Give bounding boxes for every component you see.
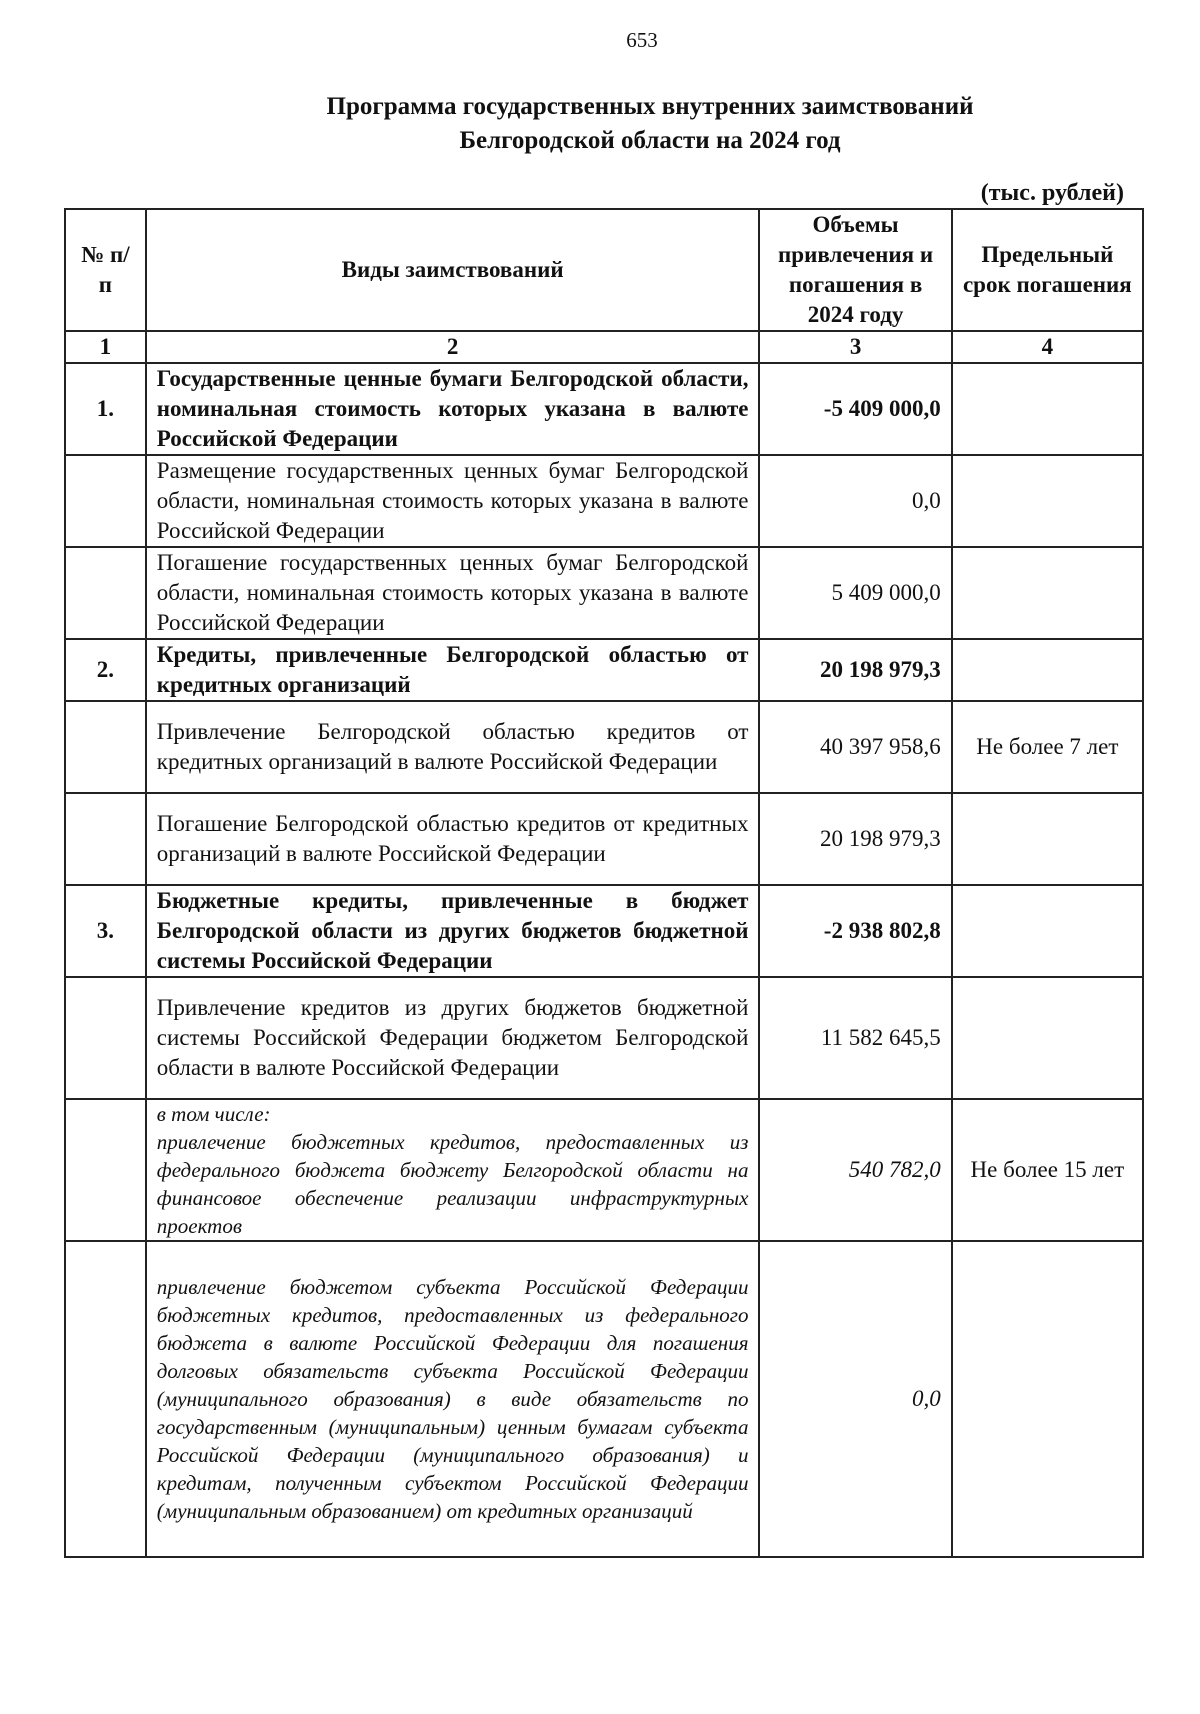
- row-number: 1.: [65, 363, 146, 455]
- row-number: [65, 793, 146, 885]
- title-line-2: Белгородской области на 2024 год: [459, 127, 841, 154]
- row-term: [952, 977, 1143, 1099]
- row-description: Размещение государственных ценных бумаг Белгородской области, номинальная стоимость которых указана в валюте Российской Федерации: [146, 455, 760, 547]
- header-term: Предельный срок погашения: [952, 209, 1143, 331]
- table-row: [65, 977, 1143, 1099]
- table-header-row: [65, 209, 1143, 331]
- row-number: [65, 1241, 146, 1557]
- row-description: Погашение Белгородской областью кредитов от кредитных организаций в валюте Российской Федерации: [146, 793, 760, 885]
- row-amount: 20 198 979,3: [759, 639, 951, 701]
- row-number: [65, 1099, 146, 1241]
- row-number: [65, 977, 146, 1099]
- column-index-row: [65, 331, 1143, 363]
- row-description: Привлечение Белгородской областью кредитов от кредитных организаций в валюте Российской Федерации: [146, 701, 760, 793]
- row-term: [952, 793, 1143, 885]
- row-amount: -5 409 000,0: [759, 363, 951, 455]
- column-index: 3: [759, 331, 951, 363]
- page-number: 653: [626, 28, 658, 52]
- row-term: [952, 885, 1143, 977]
- header-type: Виды заимствований: [146, 209, 760, 331]
- row-number: 3.: [65, 885, 146, 977]
- table-row: [65, 363, 1143, 455]
- table-row: [65, 701, 1143, 793]
- header-num: № п/п: [65, 209, 146, 331]
- row-number: [65, 701, 146, 793]
- row-number: [65, 455, 146, 547]
- row-amount: 0,0: [759, 1241, 951, 1557]
- table-row: [65, 793, 1143, 885]
- row-number: [65, 547, 146, 639]
- table-row: [65, 639, 1143, 701]
- row-number: 2.: [65, 639, 146, 701]
- row-term: [952, 639, 1143, 701]
- row-description: Привлечение кредитов из других бюджетов бюджетной системы Российской Федерации бюджетом Белгородской области в валюте Российской Федерации: [146, 977, 760, 1099]
- column-index: 1: [65, 331, 146, 363]
- row-term: [952, 1241, 1143, 1557]
- column-index: 2: [146, 331, 760, 363]
- table-row: [65, 885, 1143, 977]
- row-term: Не более 15 лет: [952, 1099, 1143, 1241]
- row-description: [146, 1099, 760, 1241]
- row-amount: 40 397 958,6: [759, 701, 951, 793]
- table-row: [65, 1241, 1143, 1557]
- row-lead-text: в том числе:: [156, 1102, 271, 1126]
- column-index: 4: [952, 331, 1143, 363]
- row-amount: 20 198 979,3: [759, 793, 951, 885]
- table-row: [65, 547, 1143, 639]
- row-term: Не более 7 лет: [952, 701, 1143, 793]
- row-description: привлечение бюджетом субъекта Российской Федерации бюджетных кредитов, предоставленных из федерального бюджета в валюте Российской Федерации для погашения долговых обязательств субъекта Российской Федерации (муниципального образования) в виде обязательств по государственным (муниципальным) ценным бумагам субъекта Российской Федерации (муниципального образования) и кредитам, полученным субъектом Российской Федерации (муниципальным образованием) от кредитных организаций: [146, 1241, 760, 1557]
- row-description: Погашение государственных ценных бумаг Белгородской области, номинальная стоимость которых указана в валюте Российской Федерации: [146, 547, 760, 639]
- header-volume: Объемы привлечения и погашения в 2024 году: [759, 209, 951, 331]
- row-description: Кредиты, привлеченные Белгородской областью от кредитных организаций: [146, 639, 760, 701]
- table-row: [65, 455, 1143, 547]
- units-note: (тыс. рублей): [980, 180, 1124, 206]
- title-line-1: Программа государственных внутренних заимствований: [326, 93, 974, 120]
- row-amount: 5 409 000,0: [759, 547, 951, 639]
- table-row: [65, 1099, 1143, 1241]
- row-amount: 11 582 645,5: [759, 977, 951, 1099]
- row-amount: 540 782,0: [759, 1099, 951, 1241]
- row-term: [952, 363, 1143, 455]
- borrowing-program-table: [64, 208, 1144, 1558]
- row-description: Государственные ценные бумаги Белгородской области, номинальная стоимость которых указана в валюте Российской Федерации: [146, 363, 760, 455]
- row-amount: 0,0: [759, 455, 951, 547]
- row-description-text: привлечение бюджетных кредитов, предоставленных из федерального бюджета бюджету Белгородской области на финансовое обеспечение реализации инфраструктурных проектов: [156, 1130, 749, 1238]
- row-description: Бюджетные кредиты, привлеченные в бюджет Белгородской области из других бюджетов бюджетной системы Российской Федерации: [146, 885, 760, 977]
- row-amount: -2 938 802,8: [759, 885, 951, 977]
- row-term: [952, 455, 1143, 547]
- document-title: [0, 90, 1200, 158]
- row-term: [952, 547, 1143, 639]
